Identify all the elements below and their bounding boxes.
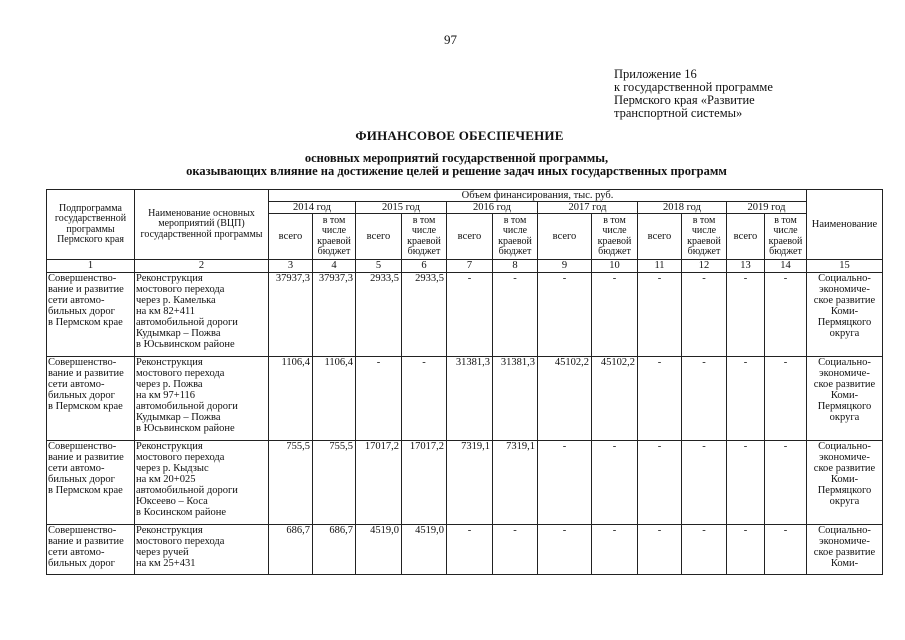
header-regional: в том числе краевой бюджет <box>402 214 447 260</box>
appendix-line: Пермского края «Развитие <box>614 93 755 107</box>
amount-cell: - <box>765 273 807 357</box>
header-regional: в том числе краевой бюджет <box>592 214 638 260</box>
amount-cell: - <box>356 357 402 441</box>
appendix-line: Приложение 16 <box>614 67 697 81</box>
appendix-line: к государственной программе <box>614 80 773 94</box>
activity-cell: Реконструкция мостового перехода через р. Камелька на км 82+411 автомобильной дороги Кудымкар – Пожва в Юсьвинском районе <box>135 273 269 357</box>
amount-cell: 4519,0 <box>356 525 402 575</box>
amount-cell: 755,5 <box>313 441 356 525</box>
amount-cell: 7319,1 <box>447 441 493 525</box>
amount-cell: - <box>538 441 592 525</box>
amount-cell: - <box>682 357 727 441</box>
activity-cell: Реконструкция мостового перехода через р. Кыдзыс на км 20+025 автомобильной дороги Юксеево – Коса в Косинском районе <box>135 441 269 525</box>
amount-cell: - <box>447 273 493 357</box>
amount-cell: - <box>538 525 592 575</box>
amount-cell: - <box>765 441 807 525</box>
column-number: 3 <box>269 260 313 273</box>
amount-cell: - <box>592 525 638 575</box>
amount-cell: 45102,2 <box>592 357 638 441</box>
program-name-cell: Социально- экономиче- ское развитие Коми- Пермяцкого округа <box>807 441 883 525</box>
amount-cell: 17017,2 <box>356 441 402 525</box>
header-total: всего <box>356 214 402 260</box>
amount-cell: - <box>638 441 682 525</box>
header-total: всего <box>269 214 313 260</box>
header-regional: в том числе краевой бюджет <box>765 214 807 260</box>
column-number: 2 <box>135 260 269 273</box>
header-total: всего <box>538 214 592 260</box>
header-activity: Наименование основных мероприятий (ВЦП) государственной программы <box>135 190 269 260</box>
program-name-cell: Социально- экономиче- ское развитие Коми- Пермяцкого округа <box>807 357 883 441</box>
column-number: 5 <box>356 260 402 273</box>
amount-cell: 37937,3 <box>269 273 313 357</box>
header-year-2014: 2014 год <box>269 202 356 214</box>
header-subprogram: Подпрограмма государственной программы Пермского края <box>47 190 135 260</box>
amount-cell: - <box>638 273 682 357</box>
column-number: 1 <box>47 260 135 273</box>
amount-cell: 1106,4 <box>313 357 356 441</box>
header-total: всего <box>727 214 765 260</box>
column-number: 8 <box>493 260 538 273</box>
amount-cell: - <box>682 525 727 575</box>
amount-cell: - <box>765 525 807 575</box>
amount-cell: - <box>493 525 538 575</box>
amount-cell: 7319,1 <box>493 441 538 525</box>
header-regional: в том числе краевой бюджет <box>493 214 538 260</box>
header-year-2017: 2017 год <box>538 202 638 214</box>
table-row <box>47 273 883 357</box>
program-name-cell: Социально- экономиче- ское развитие Коми- <box>807 525 883 575</box>
header-year-2015: 2015 год <box>356 202 447 214</box>
amount-cell: - <box>592 273 638 357</box>
column-number: 4 <box>313 260 356 273</box>
amount-cell: - <box>402 357 447 441</box>
table-body <box>47 260 883 575</box>
document-subtitle-line-1: основных мероприятий государственной программы, <box>304 151 609 165</box>
table-row <box>47 525 883 575</box>
financing-table <box>46 189 883 575</box>
amount-cell: 686,7 <box>269 525 313 575</box>
header-regional: в том числе краевой бюджет <box>313 214 356 260</box>
amount-cell: 4519,0 <box>402 525 447 575</box>
amount-cell: 1106,4 <box>269 357 313 441</box>
amount-cell: - <box>538 273 592 357</box>
column-number: 12 <box>682 260 727 273</box>
subprogram-cell: Совершенство- вание и развитие сети автомо- бильных дорог в Пермском крае <box>47 357 135 441</box>
program-name-cell: Социально- экономиче- ское развитие Коми- Пермяцкого округа <box>807 273 883 357</box>
amount-cell: 2933,5 <box>356 273 402 357</box>
amount-cell: 17017,2 <box>402 441 447 525</box>
header-year-2016: 2016 год <box>447 202 538 214</box>
page-number: 97 <box>444 32 457 47</box>
column-number: 14 <box>765 260 807 273</box>
activity-cell: Реконструкция мостового перехода через ручей на км 25+431 <box>135 525 269 575</box>
column-number: 9 <box>538 260 592 273</box>
table-row <box>47 441 883 525</box>
amount-cell: 686,7 <box>313 525 356 575</box>
amount-cell: 31381,3 <box>447 357 493 441</box>
header-regional: в том числе краевой бюджет <box>682 214 727 260</box>
document-title: ФИНАНСОВОЕ ОБЕСПЕЧЕНИЕ <box>355 128 564 143</box>
amount-cell: 31381,3 <box>493 357 538 441</box>
amount-cell: 37937,3 <box>313 273 356 357</box>
amount-cell: - <box>592 441 638 525</box>
subprogram-cell: Совершенство- вание и развитие сети автомо- бильных дорог в Пермском крае <box>47 441 135 525</box>
amount-cell: 2933,5 <box>402 273 447 357</box>
amount-cell: - <box>682 273 727 357</box>
amount-cell: - <box>727 441 765 525</box>
subprogram-cell: Совершенство- вание и развитие сети автомо- бильных дорог <box>47 525 135 575</box>
document-subtitle-line-2: оказывающих влияние на достижение целей и решение задач иных государственных программ <box>186 164 727 178</box>
header-total: всего <box>447 214 493 260</box>
header-year-2018: 2018 год <box>638 202 727 214</box>
subprogram-cell: Совершенство- вание и развитие сети автомо- бильных дорог в Пермском крае <box>47 273 135 357</box>
appendix-line: транспортной системы» <box>614 106 743 120</box>
column-number: 13 <box>727 260 765 273</box>
column-number: 10 <box>592 260 638 273</box>
amount-cell: - <box>638 525 682 575</box>
header-funding: Объем финансирования, тыс. руб. <box>269 190 807 202</box>
column-number: 7 <box>447 260 493 273</box>
column-number: 6 <box>402 260 447 273</box>
amount-cell: - <box>682 441 727 525</box>
header-total: всего <box>638 214 682 260</box>
appendix-note <box>614 68 773 120</box>
header-year-2019: 2019 год <box>727 202 807 214</box>
table-row <box>47 357 883 441</box>
amount-cell: - <box>447 525 493 575</box>
column-number-row <box>47 260 883 273</box>
amount-cell: - <box>765 357 807 441</box>
amount-cell: - <box>493 273 538 357</box>
amount-cell: 755,5 <box>269 441 313 525</box>
amount-cell: - <box>727 273 765 357</box>
amount-cell: - <box>727 525 765 575</box>
amount-cell: 45102,2 <box>538 357 592 441</box>
column-number: 15 <box>807 260 883 273</box>
activity-cell: Реконструкция мостового перехода через р. Пожва на км 97+116 автомобильной дороги Кудымкар – Пожва в Юсьвинском районе <box>135 357 269 441</box>
amount-cell: - <box>727 357 765 441</box>
header-name: Наименование <box>807 190 883 260</box>
column-number: 11 <box>638 260 682 273</box>
amount-cell: - <box>638 357 682 441</box>
